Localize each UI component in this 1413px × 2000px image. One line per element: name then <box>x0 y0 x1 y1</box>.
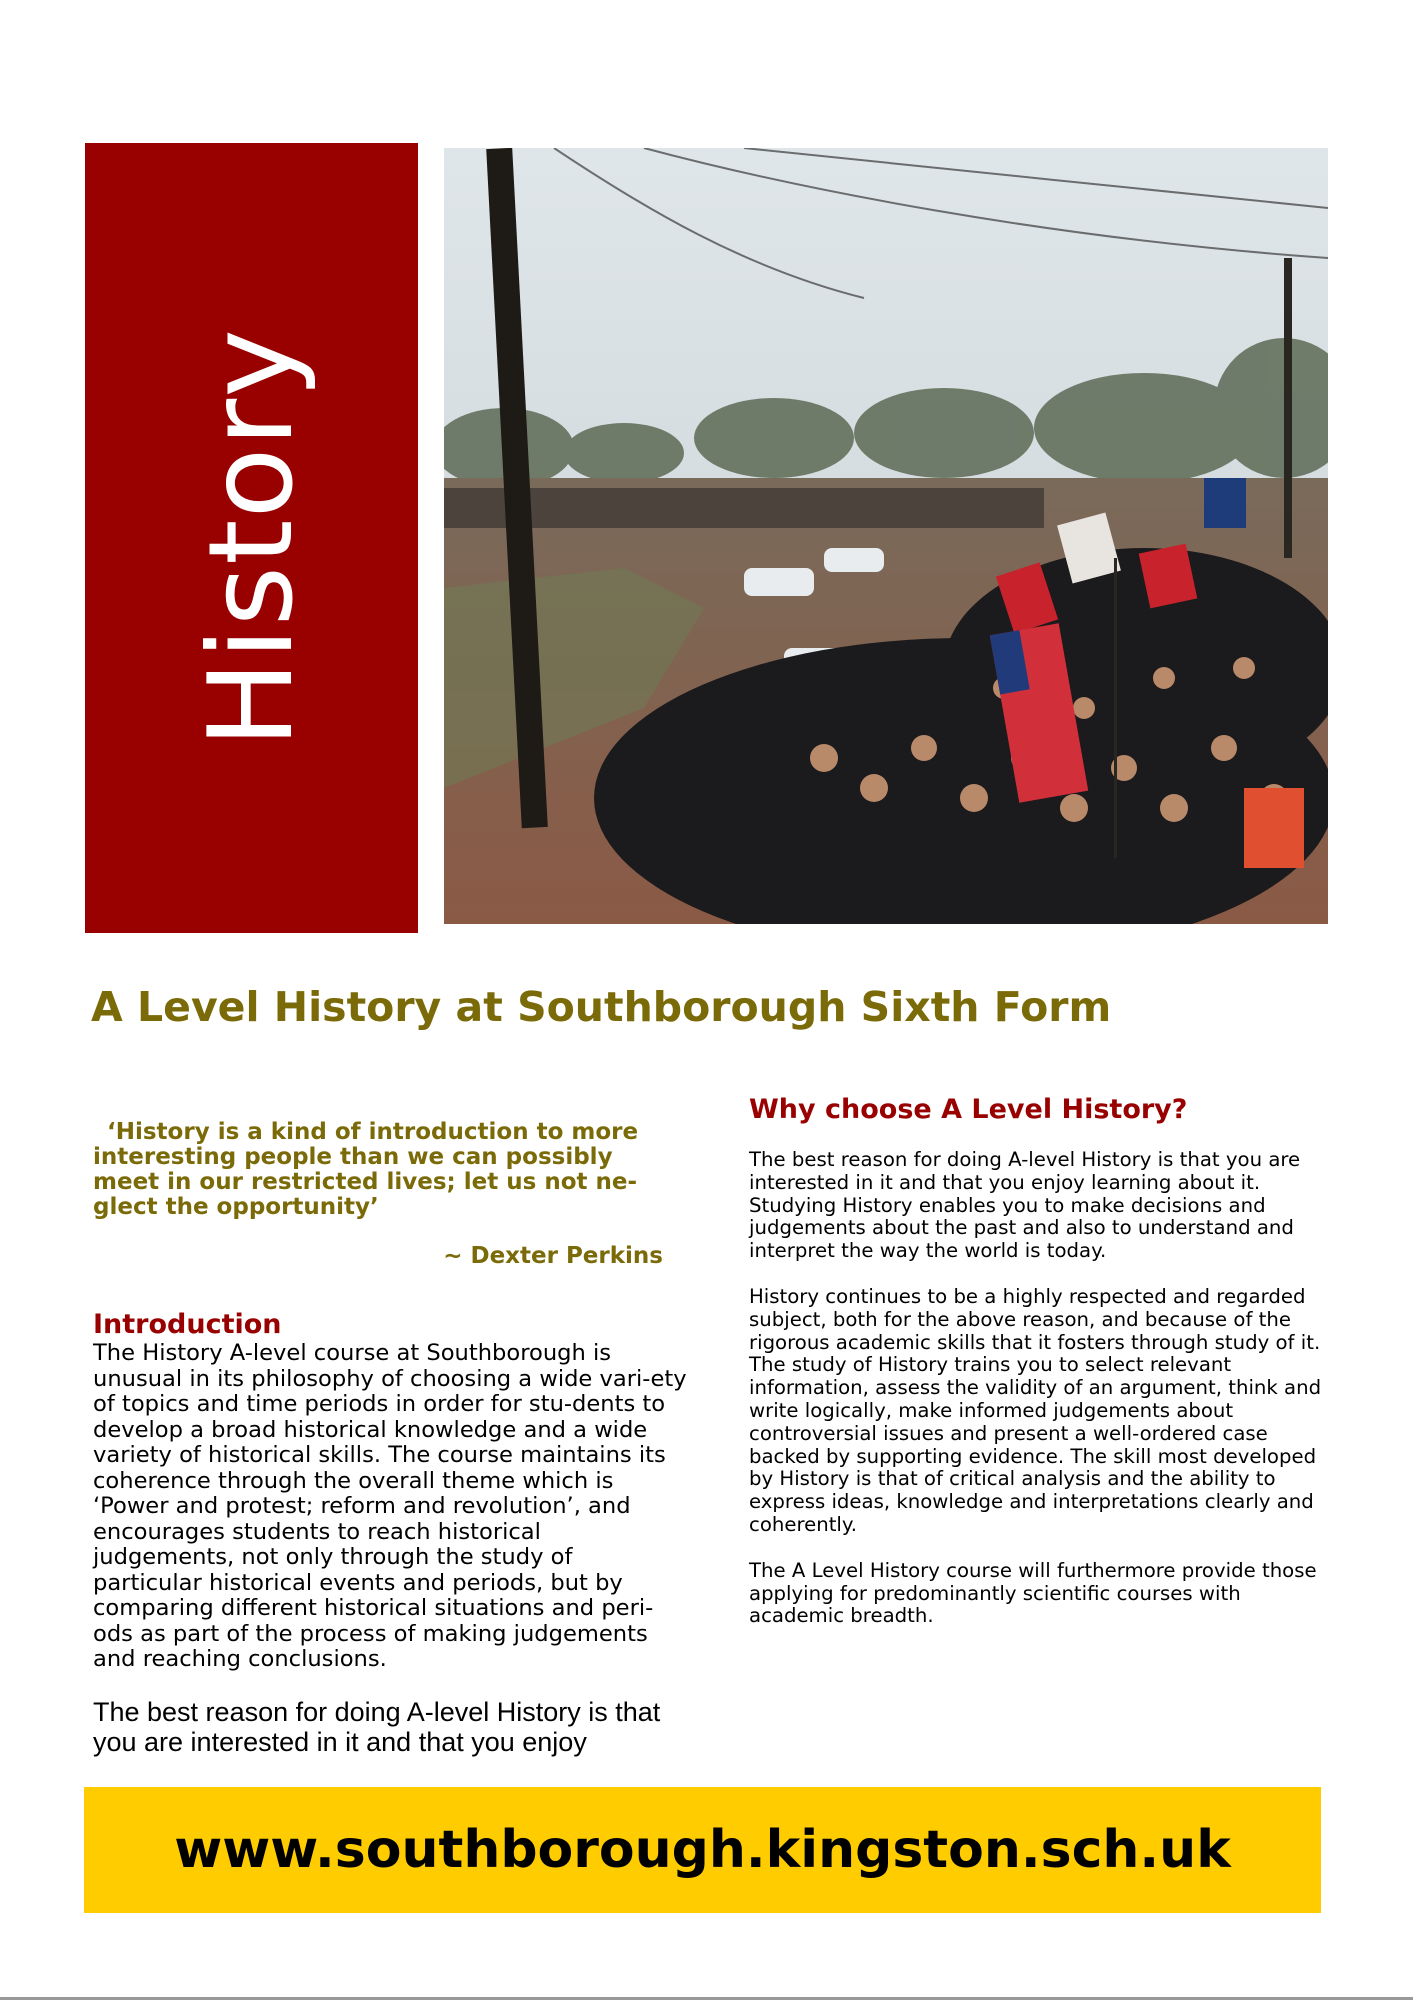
why-heading: Why choose A Level History? <box>749 1094 1188 1125</box>
quote-text: ‘History is a kind of introduction to more interesting people than we can possibly meet in our restricted lives; let us not ne-glect the opportunity’ <box>93 1119 639 1220</box>
introduction-heading: Introduction <box>93 1309 282 1340</box>
quote-attribution: ~ Dexter Perkins <box>443 1243 663 1269</box>
left-column <box>93 1120 693 1757</box>
why-paragraph: History continues to be a highly respected and regarded subject, both for the above reason, and because of the rigorous academic skills that it fosters through study of it. The study of History trains you to select relevant information, assess the validity of an argument, think and write logically, make informed judgements about controversial issues and present a well-ordered case backed by supporting evidence. The skill most developed by History is that of critical analysis and the ability to express ideas, knowledge and interpretations clearly and coherently. <box>749 1284 1322 1536</box>
page-headline: A Level History at Southborough Sixth Form <box>91 983 1112 1031</box>
why-paragraph: The best reason for doing A-level History is that you are interested in it and that you enjoy learning about it. Studying History enables you to make decisions and judgements about the past and also to understand and interpret the way the world is today. <box>749 1148 1301 1263</box>
introduction-body: The History A-level course at Southborough is unusual in its philosophy of choosing a wide vari-ety of topics and time periods in order for stu-dents to develop a broad historical knowledge and a wide variety of historical skills. The course maintains its coherence through the overall theme which is ‘Power and protest; reform and revolution’, and encourages students to reach historical judgements, not only through the study of particular historical events and periods, but by comparing different historical situations and peri-ods as part of the process of making judgements and reaching conclusions. <box>93 1340 687 1672</box>
why-body <box>749 1149 1339 1628</box>
footer-banner <box>84 1787 1321 1913</box>
march-photo <box>444 148 1328 924</box>
why-paragraph: The A Level History course will furthermore provide those applying for predominantly scientific courses with academic breadth. <box>749 1558 1317 1628</box>
banner-title: History <box>183 328 319 748</box>
introduction-overflow-text: The best reason for doing A-level History is that you are interested in it and that you enjoy <box>93 1696 661 1757</box>
website-url[interactable]: www.southborough.kingston.sch.uk <box>174 1820 1231 1880</box>
right-column <box>749 1093 1339 1651</box>
title-banner <box>85 143 418 933</box>
